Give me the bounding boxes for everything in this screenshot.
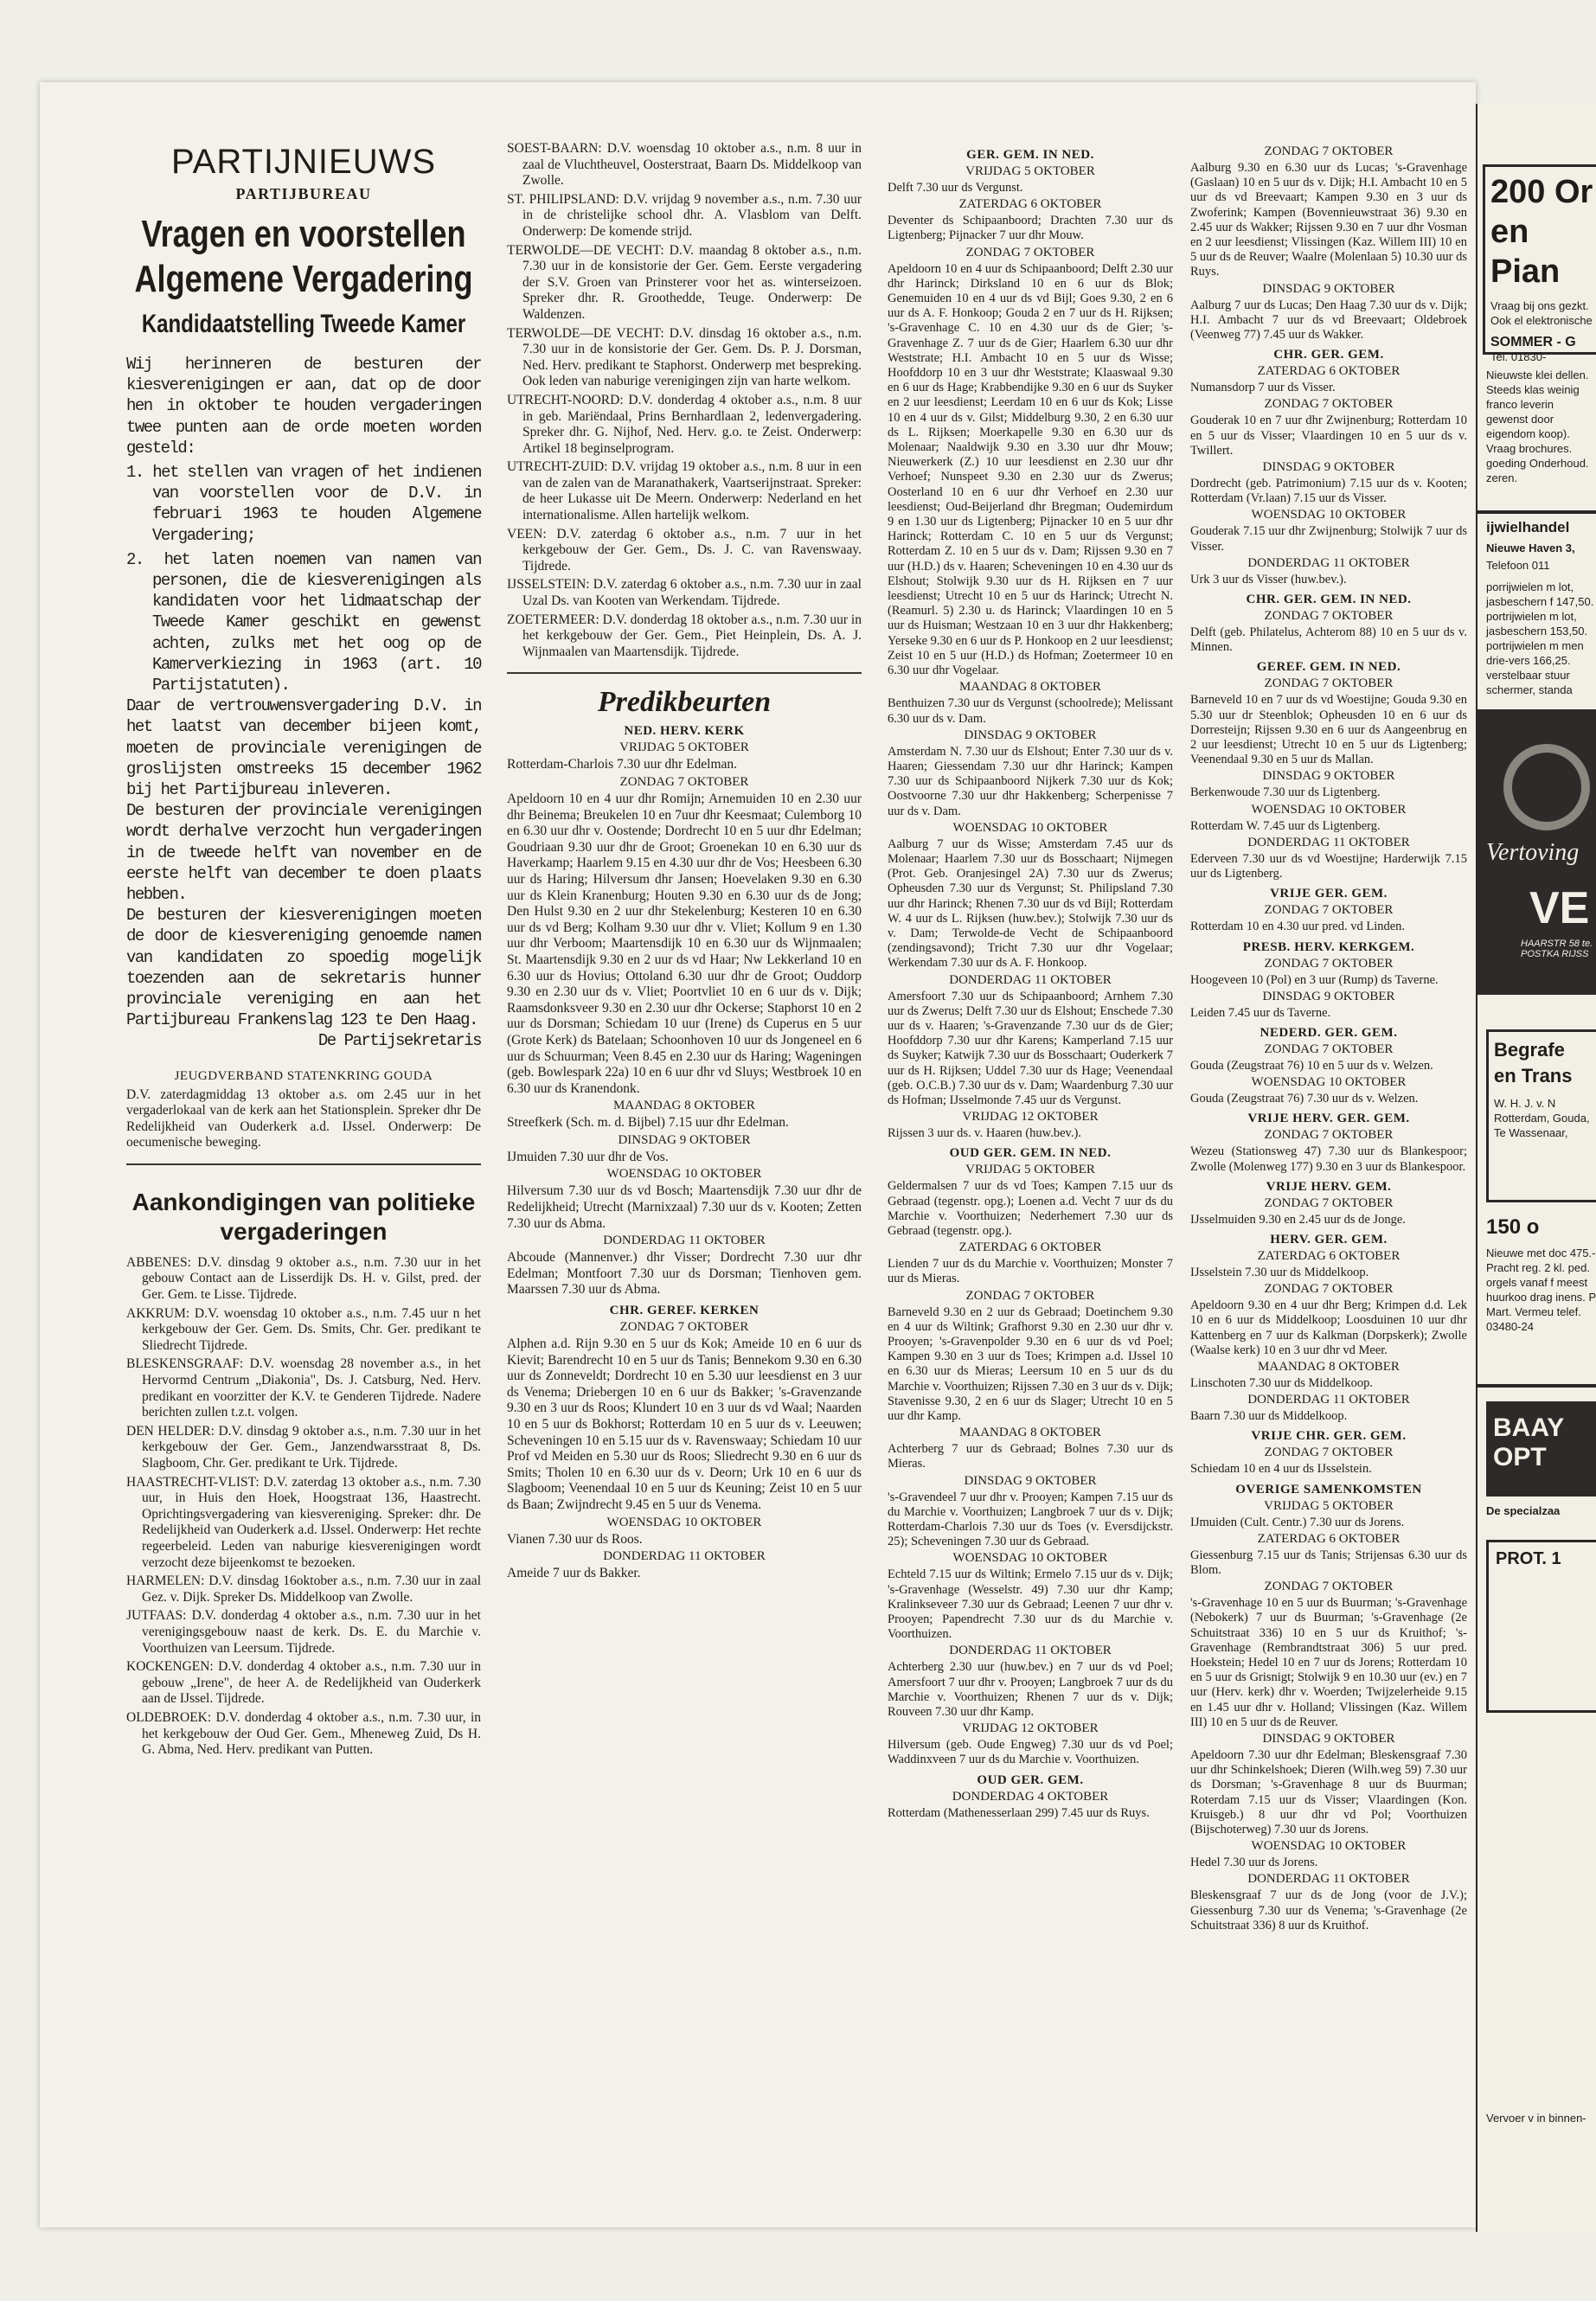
announcement: UTRECHT-ZUID: D.V. vrijdag 19 oktober a.s., n.m. 8 uur in een van de zalen van de Maranathakerk, Vaartserijnstraat. Spreker: de heer Lukasse uit De Meern. Onderwerp: Nederland en het internationalisme. Allen hartelijk welkom. xyxy=(507,459,862,523)
funeral-ad xyxy=(1486,1029,1596,1202)
day-heading: ZONDAG 7 OKTOBER xyxy=(1264,1445,1394,1460)
church-heading: CHR. GEREF. KERKEN xyxy=(609,1304,760,1318)
service-text: Baarn 7.30 uur ds Middelkoop. xyxy=(1190,1409,1348,1424)
organ-piano-ad xyxy=(1483,164,1596,363)
bicycle-shop-phone: Telefoon 011 xyxy=(1486,559,1550,572)
service-text: Barneveld 9.30 en 2 uur ds Gebraad; Doetinchem 9.30 en 4 uur ds Wiltink; Grafhorst 9.30 en 2.30 uur dhr v. Prooyen; 's-Gravenpolder 9.30 en 6 uur ds vd Poel; Kampen 9.30 en 3 uur ds Toes; Krimpen a.d. IJssel 10 en 6.30 uur ds Mieras; Leersum 10 en 5 uur ds du Marchie v. Voorthuizen; Rijssen 7.30 en 3 uur ds v. Dijk; Stavenisse 9.30, 2 en 6 uur ds Slager; Utrecht 10 en 5 uur dhr Kamp. xyxy=(888,1304,1173,1424)
divider xyxy=(1477,1384,1596,1388)
day-heading: WOENSDAG 10 OKTOBER xyxy=(606,1515,762,1529)
ad-firm: SOMMER - G xyxy=(1490,335,1576,349)
day-heading: DONDERDAG 11 OKTOBER xyxy=(949,972,1112,987)
service-text: Streefkerk (Sch. m. d. Bijbel) 7.15 uur dhr Edelman. xyxy=(507,1115,789,1131)
signature: De Partijsekretaris xyxy=(317,1030,481,1050)
day-heading: ZONDAG 7 OKTOBER xyxy=(619,775,749,789)
day-heading: MAANDAG 8 OKTOBER xyxy=(1258,1359,1400,1374)
organs-ad-headline: 150 o xyxy=(1486,1215,1540,1239)
service-text: Schiedam 10 en 4 uur ds IJsselstein. xyxy=(1190,1462,1372,1477)
day-heading: ZONDAG 7 OKTOBER xyxy=(1264,1128,1394,1143)
ad-address: HAARSTR 58 te. POSTKA RIJSS xyxy=(1521,939,1593,959)
shop-ad-image xyxy=(1477,709,1596,995)
column-ger-gem xyxy=(888,143,1173,1821)
day-heading: VRIJDAG 12 OKTOBER xyxy=(962,1721,1099,1736)
day-heading: ZATERDAG 6 OKTOBER xyxy=(1257,1531,1401,1546)
day-heading: ZONDAG 7 OKTOBER xyxy=(619,1320,749,1335)
ad-phone: Tel. 01830- xyxy=(1490,350,1547,363)
predikbeurten-title: Predikbeurten xyxy=(597,686,772,719)
day-heading: ZATERDAG 6 OKTOBER xyxy=(1257,1248,1401,1263)
service-text: Achterberg 2.30 uur (huw.bev.) en 7 uur ds vd Poel; Amersfoort 7 uur dhr v. Prooyen; Langbroek 7 uur ds du Marchie v. Voorthuizen; Rhenen 7 uur ds v. Dijk; Rouveen 7.30 uur dhr Kamp. xyxy=(888,1660,1173,1720)
day-heading: WOENSDAG 10 OKTOBER xyxy=(952,820,1108,835)
church-heading: OUD GER. GEM. IN NED. xyxy=(949,1146,1112,1161)
service-text: Hoogeveen 10 (Pol) en 3 uur (Rump) ds Taverne. xyxy=(1190,972,1439,987)
service-text: Alphen a.d. Rijn 9.30 en 5 uur ds Kok; Ameide 10 en 6 uur ds Kievit; Barendrecht 10 en 5 uur ds Tanis; Bennekom 9.30 en 6.30 uur ds Zonneveldt; Dordrecht 10 en 5.30 uur leesdienst en 3 uur ds Venema; Driebergen 10 en 6 uur ds Bakker; 's-Gravenzande 9.30 en 3 uur ds Roos; Klundert 10 en 3 uur ds vd Waal; Naarden 10 en 5 uur ds Bokhorst; Rotterdam 10 en 5 uur ds v. Leeuwen; Scheveningen 10 en 5.15 uur ds v. Ravenswaay; Schiedam 10 uur Prof vd Meiden en 5.30 uur ds Roos; Sliedrecht 9.30 en 6 uur ds Smits; Tholen 10 en 6.30 uur ds v. Deorn; Urk 10 en 6 uur ds Slagboom; Veenendaal 10 en 5 uur ds Keuning; Zeist 10 en 5 uur ds Baan; Zwijndrecht 9.45 en 5 uur ds Venema. xyxy=(507,1336,862,1512)
announcement: ST. PHILIPSLAND: D.V. vrijdag 9 november a.s., n.m. 7.30 uur in de christelijke school dhr. A. Vlasblom van Delft. Onderwerp: De komende strijd. xyxy=(507,191,862,239)
day-heading: ZONDAG 7 OKTOBER xyxy=(1264,397,1394,412)
bicycle-prices: porrijwielen m lot, jasbeschern f 147,50. portrijwielen m lot, jasbeschern 153,50. portrijwielen m men drie-vers 166,25. verstelbaar stuur schermer, standa xyxy=(1486,580,1594,696)
announcement: BLESKENSGRAAF: D.V. woensdag 28 november a.s., in het Hervormd Centrum „Diakonia", Ds. J. Catsburg, Ned. Herv. predikant en voorzitter der K.V. te Genderen Tijdrede. Nadere berichten zullen t.z.t. volgen. xyxy=(126,1356,481,1420)
column-announcements-predikbeurten xyxy=(507,141,862,1582)
service-text: Aalburg 7 uur ds Wisse; Amsterdam 7.45 uur ds Molenaar; Haarlem 7.30 uur ds Bosschaart; Nijmegen (Prot. Geb. Oranjesingel 2A) 7.30 uur ds Zwerus; Opheusden 7.30 uur ds Vergunst; St. Philipsland 7.30 uur dhr Harinck; Rhenen 7.30 uur ds vd Bijl; Rotterdam W. 4 uur ds L. Rijksen (huw.bev.); Stolwijk 7.30 uur ds v. Dam; Terwolde-de Vecht de Schipaanboord (zendingsavond); Tricht 7.30 uur dhr Vogelaar; Werkendam 7.30 uur ds A. F. Honkoop. xyxy=(888,836,1173,971)
day-heading: ZONDAG 7 OKTOBER xyxy=(1264,676,1394,691)
day-heading: MAANDAG 8 OKTOBER xyxy=(613,1099,755,1113)
service-text: Dordrecht (geb. Patrimonium) 7.15 uur ds v. Kooten; Rotterdam (Vr.laan) 7.15 uur ds Visser. xyxy=(1190,477,1467,506)
church-heading: PRESB. HERV. KERKGEM. xyxy=(1242,939,1415,954)
day-heading: DONDERDAG 11 OKTOBER xyxy=(949,1644,1112,1658)
service-text: Gouderak 10 en 7 uur dhr Zwijnenburg; Rotterdam 10 en 5 uur ds Visser; Vlaardingen 10 en 5 uur ds v. Twillert. xyxy=(1190,413,1467,458)
announcement: UTRECHT-NOORD: D.V. donderdag 4 oktober a.s., n.m. 8 uur in geb. Mariëndaal, Prins Bernhardlaan 2, ledenvergadering. Spreker dhr. G. Nijhof, Ned. Herv. g.o. te Zeist. Onderwerp: Artikel 18 beginselprogram. xyxy=(507,392,862,456)
day-heading: ZONDAG 7 OKTOBER xyxy=(965,245,1095,260)
day-heading: WOENSDAG 10 OKTOBER xyxy=(606,1167,762,1182)
day-heading: DINSDAG 9 OKTOBER xyxy=(1262,769,1395,784)
service-text: Berkenwoude 7.30 uur ds Ligtenberg. xyxy=(1190,785,1381,800)
church-heading: CHR. GER. GEM. IN NED. xyxy=(1246,593,1412,607)
service-text: 's-Gravenhage 10 en 5 uur ds Buurman; 's-Gravenhage (Nebokerk) 7 uur ds Buurman; 's-Gravenhage (2e Schuitstraat 336) 10 en 5 uur ds Kruithof; 's-Gravenhage (Rembrandtstraat 306) 5 uur pred. Hoekstein; Hedel 10 en 7 uur ds Jorens; Rotterdam 10 en 5 uur ds Grisnigt; Stolwijk 9 en 10.30 uur (ev.) en 7 uur (Herv. kerk) dhr v. Woerden; Twijzelerheide 9.15 en 1.45 uur dhr v. Holland; Vlissingen (Kaz. Willem III) 10 en 5 uur ds de Reuver. xyxy=(1190,1596,1467,1729)
day-heading: WOENSDAG 10 OKTOBER xyxy=(952,1551,1108,1566)
ad-headline: PROT. 1 xyxy=(1496,1549,1561,1568)
day-heading: ZATERDAG 6 OKTOBER xyxy=(1257,364,1401,379)
service-text: Vianen 7.30 uur ds Roos. xyxy=(507,1531,643,1547)
service-text: Delft 7.30 uur ds Vergunst. xyxy=(888,181,1023,195)
service-text: Rotterdam (Mathenesserlaan 299) 7.45 uur ds Ruys. xyxy=(888,1805,1150,1820)
service-text: Amersfoort 7.30 uur ds Schipaanboord; Arnhem 7.30 uur ds Zwerus; Delft 7.30 uur ds Elshout; Enschede 7.30 uur ds v. Haaren; 's-Gravenzande 7.30 uur ds de Gier; Hoofddorp 7.30 uur dhr Karens; Kamperland 7.15 uur ds Suyker; Katwijk 7.30 uur ds Bosschaart; Ouderkerk 7 uur ds H. Rijksen; Uddel 7.30 uur ds Hage; Veenendaal (geb. O.C.B.) 7.30 uur ds v. Dam; Waardenburg 7.30 uur ds Hofman; IJsselmonde 7.45 uur ds Vergunst. xyxy=(888,989,1173,1107)
column-partijnieuws xyxy=(126,143,481,1761)
bicycle-shop-title: ijwielhandel xyxy=(1486,519,1570,535)
day-heading: DINSDAG 9 OKTOBER xyxy=(964,727,1097,742)
day-heading: DINSDAG 9 OKTOBER xyxy=(964,1473,1097,1488)
bicycle-shop-address: Nieuwe Haven 3, xyxy=(1486,542,1575,554)
day-heading: DONDERDAG 11 OKTOBER xyxy=(603,1549,766,1564)
optician-text: De specialzaa xyxy=(1486,1504,1561,1517)
day-heading: ZONDAG 7 OKTOBER xyxy=(1264,1580,1394,1594)
day-heading: DONDERDAG 11 OKTOBER xyxy=(1247,1872,1410,1887)
day-heading: MAANDAG 8 OKTOBER xyxy=(959,1426,1101,1440)
service-text: Aalburg 9.30 en 6.30 uur ds Lucas; 's-Gravenhage (Gaslaan) 10 en 5 uur ds v. Dijk; H.I. Ambacht 10 en 5 uur ds vd Breevaart; Kampen 9.30 en 3 uur ds Zwoferink; Kampen (Bovennieuwstraat 36) 9.30 en 2.45 uur ds Wakker; Rijssen 9.30 en 7 uur dhr Vosman en 2 uur leesdienst; Vlissingen (Kaz. Willem III) 10 en 5 uur ds de Reuver; Waalre (Molenlaan 5) 10.30 uur ds Ruys. xyxy=(1190,161,1467,279)
service-text: 's-Gravendeel 7 uur dhr v. Prooyen; Kampen 7.15 uur ds du Marchie v. Voorthuizen; Langbroek 7 uur ds v. Dijk; Rotterdam-Charlois 7.30 uur ds Toes (v. Eversdijckstr. 25); Scheveningen 7.30 uur ds Gebraad. xyxy=(888,1490,1173,1549)
announcement: ZOETERMEER: D.V. donderdag 18 oktober a.s., n.m. 7.30 uur in het kerkgebouw der Ger. Gem., Piet Heinplein, Ds. A. J. Wijnmaalen van Maartensdijk. Tijdrede. xyxy=(507,612,862,659)
day-heading: WOENSDAG 10 OKTOBER xyxy=(1251,1839,1407,1854)
day-heading: VRIJDAG 5 OKTOBER xyxy=(965,1163,1095,1177)
service-text: Numansdorp 7 uur ds Visser. xyxy=(1190,381,1336,395)
announcement: AKKRUM: D.V. woensdag 10 oktober a.s., n.m. 7.45 uur n het kerkgebouw der Ger. Gem. Ds. Smits, Chr. Ger. predikant te Sliedrecht Tijdrede. xyxy=(126,1305,481,1353)
ad-logo: VE xyxy=(1529,883,1590,933)
day-heading: DONDERDAG 11 OKTOBER xyxy=(1247,835,1410,849)
service-text: Ameide 7 uur ds Bakker. xyxy=(507,1566,641,1581)
day-heading: ZATERDAG 6 OKTOBER xyxy=(958,1240,1102,1255)
church-heading: VRIJE HERV. GER. GEM. xyxy=(1247,1112,1410,1126)
day-heading: VRIJDAG 5 OKTOBER xyxy=(1264,1498,1394,1513)
service-text: Geldermalsen 7 uur ds vd Toes; Kampen 7.15 uur ds Gebraad (tegenstr. opg.); Loenen a.d. Vecht 7 uur ds du Marchie v. Voorthuizen; Nederhemert 7.30 uur ds Gebraad (tegenstr. opg.). xyxy=(888,1179,1173,1238)
service-text: Wezeu (Stationsweg 47) 7.30 uur ds Blankespoor; Zwolle (Molenweg 177) 9.30 en 3 uur ds Blankespoor. xyxy=(1190,1144,1467,1174)
service-text: Apeldoorn 10 en 4 uur dhr Romijn; Arnemuiden 10 en 2.30 uur dhr Beinema; Breukelen 10 en 7uur dhr Keesmaat; Culemborg 10 en 6.30 uur dhr v. Oostende; Dordrecht 10 en 5 uur dhr Edelman; Goudriaan 9.30 uur dhr de Groot; Groenekan 10 en 6.30 uur ds Haverkamp; Haarlem 9.15 en 4.30 uur dhr de Vos; Heesbeen 6.30 uur ds Haring; Hilversum dhr Jansen; Hoevelaken 9.30 en 6.30 uur ds Klein Kranenburg; Houten 9.30 en 6.30 uur ds de Jong; Den Hulst 9.30 en 2 uur dhr Stekelenburg; Kesteren 10 en 6.30 uur ds vd Berg; Kolham 9.30 uur dhr v. Vliet; Kollum 9 en 1.30 uur dhr Verboom; Maartensdijk 10 en 6.30 uur ds Wijnmaalen; St. Maartensdijk 9.30 en 2 uur ds vd Haar; Nw Lekkerland 10 en 6.30 uur ds Hovius; Ottoland 6.30 uur dhr de Groot; Ouddorp 9.30 en 2.30 uur ds v. Vliet; Poortvliet 10 en 6 uur ds v. Dijk; Raamsdonksveer 9.30 en 2.30 uur dhr Ockerse; Staphorst 10 en 2 uur ds Dorsman; Schiedam 10 uur (Irene) ds Cuperus en 5 uur (Grote Kerk) ds Batelaan; Schoonhoven 10 uur ds Jongeneel en 6 uur ds Schuurman; Veen 8.45 en 2.30 uur ds Haring; Wageningen (geb. Bowlespark 22a) 10 en 6 uur dhr vd Sluys; Westbroek 10 en 6.30 uur ds Kranendonk. xyxy=(507,792,862,1096)
service-text: IJsselstein 7.30 uur ds Middelkoop. xyxy=(1190,1265,1369,1279)
newspaper-page xyxy=(40,82,1476,2227)
day-heading: ZATERDAG 6 OKTOBER xyxy=(958,197,1102,212)
service-text: IJmuiden 7.30 uur dhr de Vos. xyxy=(507,1149,669,1164)
church-heading: VRIJE HERV. GEM. xyxy=(1266,1179,1392,1194)
ad-script: Vertoving xyxy=(1486,839,1580,866)
point-2: 2. het laten noemen van namen van personen, die de kiesverenigingen als kandidaten voor het lidmaatschap der Tweede Kamer geschikt en gewenst achten, zulks met het oog op de Kamerverkiezing in 1963 (art. 10 Partijstatuten). xyxy=(126,549,481,695)
point-1: 1. het stellen van vragen of het indienen van voorstellen voor de D.V. in februari 1963 te houden Algemene Vergadering; xyxy=(126,463,481,545)
church-heading: HERV. GER. GEM. xyxy=(1270,1232,1388,1247)
block-list xyxy=(888,148,1173,1821)
service-text: Aalburg 7 uur ds Lucas; Den Haag 7.30 uur ds v. Dijk; H.I. Ambacht 7 uur ds vd Breevaart; Oldebroek (Veenweg 77) 7.45 uur ds Wakker. xyxy=(1190,298,1467,343)
church-heading: OVERIGE SAMENKOMSTEN xyxy=(1235,1482,1422,1497)
day-heading: DINSDAG 9 OKTOBER xyxy=(1262,460,1395,475)
announcement: JUTFAAS: D.V. donderdag 4 oktober a.s., n.m. 7.30 uur in het verenigingsgebouw naast de kerk. Ds. E. du Marchie v. Voorthuizen van Leersum. Tijdrede. xyxy=(126,1608,481,1656)
service-text: Achterberg 7 uur ds Gebraad; Bolnes 7.30 uur ds Mieras. xyxy=(888,1442,1173,1471)
day-heading: VRIJDAG 5 OKTOBER xyxy=(965,164,1095,178)
church-heading: VRIJE GER. GEM. xyxy=(1270,887,1388,901)
service-text: Hilversum (geb. Oude Engweg) 7.30 uur ds vd Poel; Waddinxveen 7 uur ds du Marchie v. Voorthuizen. xyxy=(888,1738,1173,1767)
service-text: Linschoten 7.30 uur ds Middelkoop. xyxy=(1190,1375,1374,1390)
church-heading: NED. HERV. KERK xyxy=(624,724,745,739)
announcement: HAASTRECHT-VLIST: D.V. zaterdag 13 oktober a.s., n.m. 7.30 uur, in Huis den Hoek, Hoogstraat 136, Haastrecht. Oprichtingsvergadering van kiesvereniging. Spreker: dhr. De Redelijkheid van Ouderkerk a.d. IJssel. Onderwerp: Het rechte regeerbeleid. Leden van naburige kiesverenigingen wordt verzocht deze bijeenkomst te bezoeken. xyxy=(126,1474,481,1570)
day-heading: DONDERDAG 11 OKTOBER xyxy=(1247,555,1410,570)
day-heading: VRIJDAG 12 OKTOBER xyxy=(962,1110,1099,1125)
paragraph-3: De besturen der provinciale verenigingen wordt derhalve verzocht hun vergaderingen in de tweede helft van november en de eerste helft van december te doen plaats hebben. xyxy=(126,801,481,905)
ad-text: W. H. J. v. N Rotterdam, Gouda, Te Wassenaar, xyxy=(1494,1097,1590,1139)
service-text: Amsterdam N. 7.30 uur ds Elshout; Enter 7.30 uur ds v. Haaren; Giessendam 7.30 uur dhr Harinck; Kampen 7.30 uur ds Schipaanboord Nijkerk 7.30 uur ds Kok; Oostvoorne 7.30 uur dhr Hakkenberg; Scherpenisse 7 uur ds v. Dam. xyxy=(888,744,1173,818)
service-text: IJmuiden (Cult. Centr.) 7.30 uur ds Jorens. xyxy=(1190,1515,1405,1529)
service-text: Gouderak 7.15 uur dhr Zwijnenburg; Stolwijk 7 uur ds Visser. xyxy=(1190,524,1467,554)
service-text: Hilversum 7.30 uur ds vd Bosch; Maartensdijk 7.30 uur dhr de Redelijkheid; Utrecht (Marnixzaal) 7.30 uur ds v. Kooten; Zetten 7.30 uur ds Abma. xyxy=(507,1183,862,1231)
intro-paragraph: Wij herinneren de besturen der kiesverenigingen er aan, dat op de door hen in oktober te houden vergaderingen twee punten aan de orde moeten worden gesteld: xyxy=(126,355,481,458)
church-heading: CHR. GER. GEM. xyxy=(1273,348,1384,362)
divider xyxy=(1477,510,1596,514)
service-text: Rotterdam 10 en 4.30 uur pred. vd Linden. xyxy=(1190,920,1406,934)
announcement: ABBENES: D.V. dinsdag 9 oktober a.s., n.m. 7.30 uur in het gebouw Contact aan de Lisserdijk Ds. H. v. Gilst, pred. der Ger. Gem. te Lisse. Tijdrede. xyxy=(126,1254,481,1303)
subheadline: Kandidaatstelling Tweede Kamer xyxy=(141,310,466,338)
day-heading: ZONDAG 7 OKTOBER xyxy=(1264,609,1394,624)
day-heading: DINSDAG 9 OKTOBER xyxy=(1262,989,1395,1003)
day-heading: DONDERDAG 11 OKTOBER xyxy=(603,1234,766,1248)
day-heading: DINSDAG 9 OKTOBER xyxy=(1262,1731,1395,1746)
organs-ad-text: Nieuwe met doc 475.- Pracht reg. 2 kl. ped. orgels vanaf f meest huurkoo drag inens. P Mart. Vermeu telef. 03480-24 xyxy=(1486,1247,1596,1333)
service-text: Apeldoorn 7.30 uur dhr Edelman; Bleskensgraaf 7.30 uur dhr Schinkelshoek; Dieren (Wilh.weg 59) 7.30 uur ds Dorsman; 's-Gravenhage 8 uur ds Buurman; Roterdam 7.15 uur ds Visser; Vlaardingen (Kon. Kruisgeb.) 8 uur dhr vd Pol; Voorthuizen (Bijschoterweg) 7.30 uur ds Jorens. xyxy=(1190,1747,1467,1836)
service-text: Leiden 7.45 uur ds Taverne. xyxy=(1190,1005,1331,1020)
service-text: Hedel 7.30 uur ds Jorens. xyxy=(1190,1856,1318,1870)
service-text: Apeldoorn 9.30 en 4 uur dhr Berg; Krimpen d.d. Lek 10 en 6 uur ds Middelkoop; Loosduinen 10 uur dhr Kattenberg en 7 uur ds Kalkman (Dorpskerk); Zwolle (Waalse kerk) 10 en 3 uur dhr vd Meer. xyxy=(1190,1298,1467,1357)
service-text: Benthuizen 7.30 uur ds Vergunst (schoolrede); Melissant 6.30 uur ds v. Dam. xyxy=(888,696,1173,726)
divider xyxy=(126,1163,481,1165)
ad-headline: 200 Or en Pian xyxy=(1490,174,1593,290)
service-text: Lienden 7 uur ds du Marchie v. Voorthuizen; Monster 7 uur ds Mieras. xyxy=(888,1257,1173,1286)
announcement: TERWOLDE—DE VECHT: D.V. dinsdag 16 oktober a.s., n.m. 7.30 uur in de konsistorie der Ger. Gem. Ds. P. J. Dorsman, Ned. Herv. predikant te Staphorst. Onderwerp met bespreking. Ook leden van naburige verenigingen zijn van harte welkom. xyxy=(507,325,862,389)
service-text: Deventer ds Schipaanboord; Drachten 7.30 uur ds Ligtenberg; Pijnacker 7 uur dhr Mouw. xyxy=(888,214,1173,243)
day-heading: ZONDAG 7 OKTOBER xyxy=(1264,956,1394,971)
service-text: Gouda (Zeugstraat 76) 10 en 5 uur ds v. Welzen. xyxy=(1190,1058,1433,1073)
announcements-list xyxy=(126,1255,481,1759)
day-heading: ZONDAG 7 OKTOBER xyxy=(1264,144,1394,158)
day-heading: DONDERDAG 11 OKTOBER xyxy=(1247,1393,1410,1407)
day-heading: ZONDAG 7 OKTOBER xyxy=(1264,1195,1394,1210)
announcement: KOCKENGEN: D.V. donderdag 4 oktober a.s., n.m. 7.30 uur in gebouw „Irene", de heer A. de Redelijkheid van Ouderkerk aan de IJssel. Tijdrede. xyxy=(126,1659,481,1707)
bureau-label: PARTIJBUREAU xyxy=(235,185,372,202)
divider xyxy=(507,672,862,674)
transport-ad xyxy=(1486,1540,1596,1713)
day-heading: ZONDAG 7 OKTOBER xyxy=(1264,903,1394,918)
announcements-title: Aankondigingen van politieke vergaderingen xyxy=(131,1188,476,1245)
day-heading: DINSDAG 9 OKTOBER xyxy=(618,1132,751,1147)
announcement: VEEN: D.V. zaterdag 6 oktober a.s., n.m. 7 uur in het kerkgebouw der Ger. Gem., Ds. J. C. van Ravenswaay. Tijdrede. xyxy=(507,526,862,574)
day-heading: ZONDAG 7 OKTOBER xyxy=(965,1288,1095,1303)
church-heading: NEDERD. GER. GEM. xyxy=(1259,1025,1398,1040)
ad-text: Vraag bij ons gezkt. Ook el elektronische xyxy=(1490,299,1593,327)
day-heading: DONDERDAG 4 OKTOBER xyxy=(952,1789,1109,1804)
service-text: Urk 3 uur ds Visser (huw.bev.). xyxy=(1190,572,1347,586)
day-heading: WOENSDAG 10 OKTOBER xyxy=(1251,508,1407,522)
service-text: Ederveen 7.30 uur ds vd Woestijne; Harderwijk 7.15 uur ds Ligtenberg. xyxy=(1190,851,1467,881)
day-heading: ZONDAG 7 OKTOBER xyxy=(1264,1282,1394,1297)
ad-headline: Begrafe en Trans xyxy=(1494,1039,1573,1086)
day-heading: WOENSDAG 10 OKTOBER xyxy=(1251,1075,1407,1090)
service-text: Rotterdam W. 7.45 uur ds Ligtenberg. xyxy=(1190,818,1381,833)
service-text: Bleskensgraaf 7 uur ds de Jong (voor de J.V.); Giessenburg 7.30 uur ds Venema; 's-Gravenhage (2e Schuitstraat 336) 8 uur ds Kruithof. xyxy=(1190,1888,1467,1932)
column-other-churches xyxy=(1190,143,1467,1933)
church-heading: OUD GER. GEM. xyxy=(977,1772,1084,1787)
service-text: Echteld 7.15 uur ds Wiltink; Ermelo 7.15 uur ds v. Dijk; 's-Gravenhage (Wesselstr. 49) 7.30 uur dhr Kamp; Kralinkseveer 7.30 uur ds Gebraad; Leenen 7 uur dhr v. Prooyen; Papendrecht 7.30 uur ds du Marchie v. Voorthuizen. xyxy=(888,1567,1173,1642)
jeugd-text: D.V. zaterdagmiddag 13 oktober a.s. om 2.45 uur in het vergaderlokaal van de kerk aan het Stationsplein. Spreker dhr De Redelijkheid van Ouderkerk a.d. IJssel. Onderwerp: De oecumenische beweging. xyxy=(126,1086,481,1150)
headline: Vragen en voorstellen Algemene Vergadering xyxy=(134,213,473,300)
church-heading: GEREF. GEM. IN NED. xyxy=(1256,660,1401,675)
day-heading: MAANDAG 8 OKTOBER xyxy=(959,680,1101,695)
service-text: Abcoude (Mannenver.) dhr Visser; Dordrecht 7.30 uur dhr Edelman; Montfoort 7.30 uur ds Dorsman; Tienhoven gem. Maarssen 7.30 uur ds Abma. xyxy=(507,1250,862,1298)
church-heading: VRIJE CHR. GER. GEM. xyxy=(1251,1429,1407,1444)
church-heading: GER. GEM. IN NED. xyxy=(966,148,1094,162)
optician-logo: BAAY OPT xyxy=(1486,1401,1596,1497)
announcement: HARMELEN: D.V. dinsdag 16oktober a.s., n.m. 7.30 uur in zaal Gez. v. Dijk. Spreker Ds. Middelkoop van Zwolle. xyxy=(126,1574,481,1605)
paragraph-2: Daar de vertrouwensvergadering D.V. in het laatst van december bijeen komt, moeten de provinciale verenigingen de groslijsten omstreeks 15 december 1962 bij het Partijbureau inleveren. xyxy=(126,696,481,800)
transport-text: Vervoer v in binnen- xyxy=(1486,2112,1586,2125)
jeugd-title: JEUGDVERBAND STATENKRING GOUDA xyxy=(174,1068,433,1083)
block-list xyxy=(1190,144,1467,1933)
announcement: TERWOLDE—DE VECHT: D.V. maandag 8 oktober a.s., n.m. 7.30 uur in de konsistorie der Ger. Gem. Eerste vergadering der S.V. Groen van Prinsterer voor het as. winterseizoen. Spreker dhr. R. Groothedde, Teuge. Onderwerp: De Waldenzen. xyxy=(507,242,862,322)
service-text: Delft (geb. Philatelus, Achterom 88) 10 en 5 uur ds v. Minnen. xyxy=(1190,625,1467,655)
service-text: Rijssen 3 uur ds. v. Haaren (huw.bev.). xyxy=(888,1126,1081,1141)
ad-text: Nieuwste klei dellen. Steeds klas weinig franco leverin gewenst door eigendom koop). Vraag brochures. goeding Onderhoud. zeren. xyxy=(1486,369,1589,484)
day-heading: ZONDAG 7 OKTOBER xyxy=(1264,1042,1394,1056)
announcement: OLDEBROEK: D.V. donderdag 4 oktober a.s., n.m. 7.30 uur, in het kerkgebouw der Oud Ger. Gem., Mheneweg Zuid, Ds H. G. Abma, Ned. Herv. predikant van Putten. xyxy=(126,1709,481,1758)
service-text: Rotterdam-Charlois 7.30 uur dhr Edelman. xyxy=(507,757,738,772)
announcement: SOEST-BAARN: D.V. woensdag 10 oktober a.s., n.m. 8 uur in zaal de Vluchtheuvel, Oosterstraat, Baarn Ds. Middelkoop van Zwolle. xyxy=(507,141,862,189)
day-heading: WOENSDAG 10 OKTOBER xyxy=(1251,802,1407,817)
announcement: DEN HELDER: D.V. dinsdag 9 oktober a.s., n.m. 7.30 uur in het kerkgebouw der Ger. Gem., Janzendwarsstraat 8, Ds. Slagboom, Chr. Ger. predikant te Urk. Tijdrede. xyxy=(126,1423,481,1471)
day-heading: VRIJDAG 5 OKTOBER xyxy=(619,740,749,755)
service-text: Apeldoorn 10 en 4 uur ds Schipaanboord; Delft 2.30 uur dhr Harinck; Dirksland 10 en 6 uur ds Blok; Genemuiden 10 en 4 uur ds vd Bijl; Goes 9.30, 2 en 6 uur ds A. F. Honkoop; Gouda 2 en 7 uur ds H. Rijksen; 's-Gravenhage C. 10 en 4.30 uur ds de Gier; 's-Gravenhage Z. 7 uur ds de Gier; Haarlem 6.30 uur dhr Weststrate; H.I. Ambacht 10 en 5 uur ds Wisse; Hoofddorp 10 en 3 uur dhr Weststrate; Klaaswaal 9.30 en 6 uur ds Hage; Krabbendijke 9.30 en 6 uur ds Suyker en 2 uur leesdienst; Leerdam 10 en 6 uur ds Kok; Lisse 10 en 4 uur ds v. Gilst; Middelburg 9.30, 2 en 6.30 uur ds L. Rijksen; Moerkapelle 9.30 en 6.30 uur ds Molenaar; Naaldwijk 9.30 en 3.30 uur dhr Mouw; Nieuwerkerk (Z.) 10 uur leesdienst en 2.30 uur dhr Verhoef; Nunspeet 9.30 en 2.30 uur ds Zwerus; Oosterland 10 en 6 uur dhr Verhoef en 2.30 uur leesdienst; Oud-Beijerland dhr Bregman; Oudemirdum 9 en 1.30 uur ds Ligtenberg; Pijnacker 10 en 5 uur dhr Harinck; Rotterdam C. 10 en 5 uur ds Vergunst; Rotterdam Z. 10 en 5 uur ds v. Dam; Rijssen 9.30 en 7 uur (H.D.) ds v. Haaren; Scheveningen 10 en 4.30 uur ds Elshout; Stolwijk 9.30 uur ds H. Rijksen en 7 uur leesdienst; Utrecht 10 en 5 uur ds Harinck; Utrecht N. (Reamurl. 5) 2.30 u. ds Harinck; Vlaardingen 10 en 5 uur ds Huisman; Westzaan 10 en 3 uur dhr Hakkenberg; Yerseke 9.30 en 6 uur ds P. Honkoop en 2 uur leesdienst; Zeist 10 en 5 uur (H.D.) ds Hofman; Zoetermeer 10 en 6.30 uur dhr Vogelaar. xyxy=(888,261,1173,678)
section-title: PARTIJNIEUWS xyxy=(170,143,437,181)
service-text: IJsselmuiden 9.30 en 2.45 uur ds de Jonge. xyxy=(1190,1212,1406,1227)
ring-graphic xyxy=(1503,744,1590,830)
paragraph-4: De besturen der kiesverenigingen moeten de door de kiesvereniging genoemde namen van kandidaten zo spoedig mogelijk toezenden aan de sekretaris hunner provinciale vereniging en aan het Partijbureau Frankenslag 123 te Den Haag. xyxy=(126,906,481,1030)
service-text: Gouda (Zeugstraat 76) 7.30 uur ds v. Welzen. xyxy=(1190,1092,1419,1106)
day-heading: DINSDAG 9 OKTOBER xyxy=(1262,281,1395,296)
service-text: Barneveld 10 en 7 uur ds vd Woestijne; Gouda 9.30 en 5.30 uur dr Steenblok; Opheusden 10 en 6 uur ds Dorresteijn; Rijssen 9.30 en 6 uur ds Aangeenbrug en 2 uur leesdienst; Utrecht 10 en 5 uur ds Ligtenberg; Veenendaal 9.30 en 5 uur ds Mallan. xyxy=(1190,693,1467,767)
announcement: IJSSELSTEIN: D.V. zaterdag 6 oktober a.s., n.m. 7.30 uur in zaal Uzal Ds. van Kooten van Werkendam. Tijdrede. xyxy=(507,577,862,609)
right-page-ads xyxy=(1476,104,1596,2232)
service-text: Giessenburg 7.15 uur ds Tanis; Strijensas 6.30 uur ds Blom. xyxy=(1190,1548,1467,1577)
